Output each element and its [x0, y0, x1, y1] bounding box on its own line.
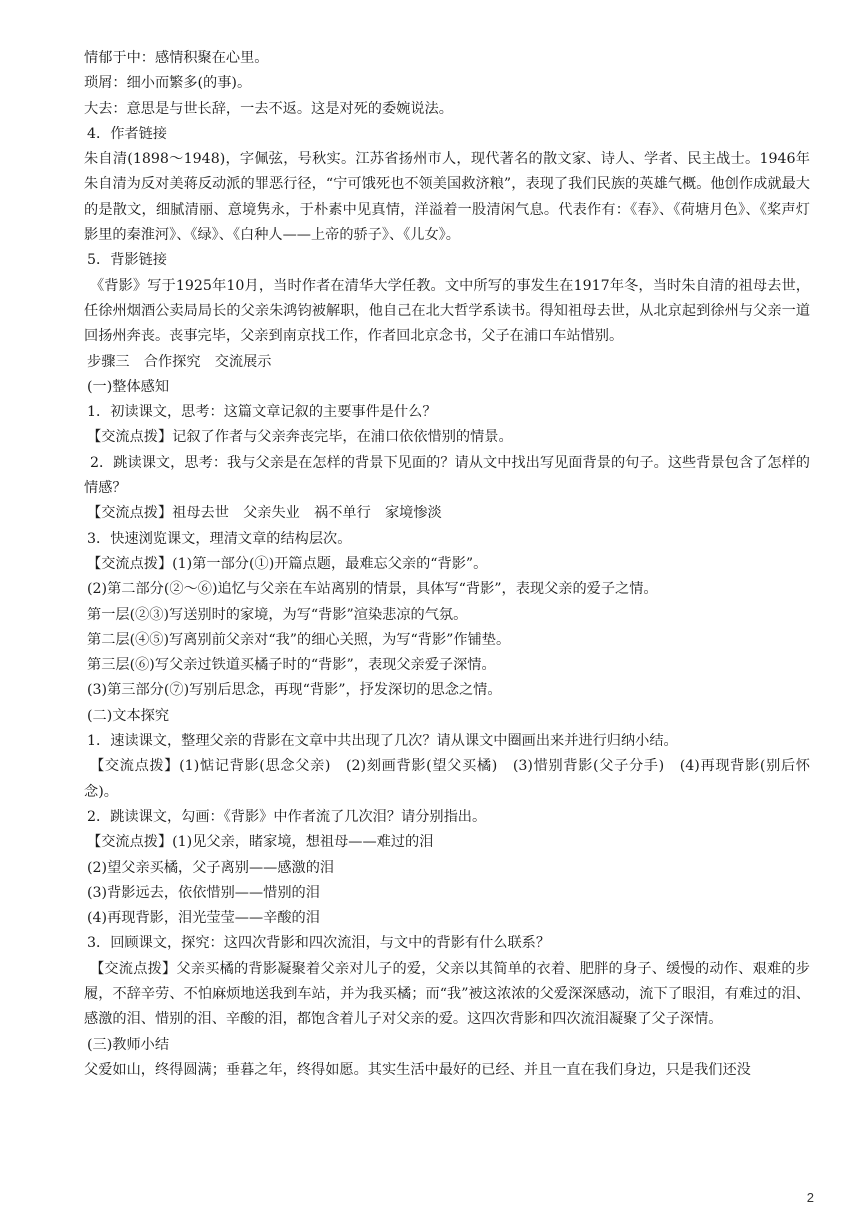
- question-line: 1．速读课文，整理父亲的背影在文章中共出现了几次？请从课文中圈画出来并进行归纳小结。: [87, 733, 678, 750]
- answer-line: (4)再现背影，泪光莹莹——辛酸的泪: [87, 910, 320, 927]
- structure-line: (3)第三部分(⑦)写别后思念，再现“背影”，抒发深切的思念之情。: [87, 682, 502, 699]
- question-line: 3．快速浏览课文，理清文章的结构层次。: [87, 530, 352, 547]
- subsection-heading: (三)教师小结: [87, 1036, 170, 1053]
- answer-paragraph: 【交流点拨】(1)惦记背影(思念父亲) (2)刻画背影(望父买橘) (3)惜别背影(父子分手) (4)再现背影(别后怀念)。: [84, 758, 810, 800]
- page-number: 2: [806, 1190, 814, 1205]
- answer-line: (3)背影远去，依依惜别——惜别的泪: [87, 884, 320, 901]
- page-content: [84, 46, 810, 1083]
- background-paragraph: 《背影》写于1925年10月，当时作者在清华大学任教。文中所写的事发生在1917年冬，当时朱自清的祖母去世，任徐州烟酒公卖局局长的父亲朱鸿钧被解职，他自己在北大哲学系读书。得知祖母去世，从北京起到徐州与父亲一道回扬州奔丧。丧事完毕，父亲到南京找工作，作者回北京念书，父子在浦口车站惜别。: [84, 277, 810, 345]
- question-line: 2．跳读课文，勾画：《背影》中作者流了几次泪？请分别指出。: [87, 808, 487, 825]
- step-heading: 步骤三 合作探究 交流展示: [87, 353, 272, 370]
- answer-line: (2)望父亲买橘，父子离别——感激的泪: [87, 859, 335, 876]
- section-heading-author: 4．作者链接: [87, 125, 167, 142]
- answer-line: 【交流点拨】祖母去世 父亲失业 祸不单行 家境惨淡: [87, 505, 442, 522]
- answer-line: 【交流点拨】记叙了作者与父亲奔丧完毕，在浦口依依惜别的情景。: [87, 429, 513, 446]
- author-paragraph: 朱自清(1898～1948)，字佩弦，号秋实。江苏省扬州市人，现代著名的散文家、诗人、学者、民主战士。1946年朱自清为反对美蒋反动派的罪恶行径，“宁可饿死也不领美国救济粮”，表现了我们民族的英雄气概。他创作成就最大的是散文，细腻清丽、意境隽永，于朴素中见真情，洋溢着一股清闲气息。代表作有：《春》、《荷塘月色》、《桨声灯影里的秦淮河》、《绿》、《白种人——上帝的骄子》、《儿女》。: [84, 151, 810, 244]
- structure-line: 第一层(②③)写送别时的家境，为写“背影”渲染悲凉的气氛。: [87, 606, 468, 623]
- question-line: 3．回顾课文，探究：这四次背影和四次流泪，与文中的背影有什么联系？: [87, 935, 551, 952]
- question-paragraph: 2．跳读课文，思考：我与父亲是在怎样的背景下见面的？请从文中找出写见面背景的句子。这些背景包含了怎样的情感？: [84, 454, 810, 497]
- definition-line: 大去：意思是与世长辞，一去不返。这是对死的委婉说法。: [84, 100, 453, 117]
- answer-line: 【交流点拨】(1)见父亲，睹家境，想祖母——难过的泪: [87, 834, 434, 851]
- section-heading-background: 5．背影链接: [87, 252, 167, 269]
- question-line: 1．初读课文，思考：这篇文章记叙的主要事件是什么？: [87, 404, 437, 421]
- definition-line: 情郁于中：感情积聚在心里。: [84, 50, 269, 66]
- answer-line: 【交流点拨】(1)第一部分(①)开篇点题，最难忘父亲的“背影”。: [87, 555, 488, 572]
- subsection-heading: (二)文本探究: [87, 707, 170, 724]
- structure-line: 第三层(⑥)写父亲过铁道买橘子时的“背影”，表现父亲爱子深情。: [87, 657, 496, 674]
- answer-paragraph: 【交流点拨】父亲买橘的背影凝聚着父亲对儿子的爱，父亲以其简单的衣着、肥胖的身子、缓慢的动作、艰难的步履，不辞辛劳、不怕麻烦地送我到车站，并为我买橘；而“我”被这浓浓的父爱深深感动，流下了眼泪，有难过的泪、感激的泪、惜别的泪、辛酸的泪，都饱含着儿子对父亲的爱。这四次背影和四次流泪凝聚了父子深情。: [84, 960, 810, 1028]
- summary-paragraph: 父爱如山，终得圆满；垂暮之年，终得如愿。其实生活中最好的已经、并且一直在我们身边，只是我们还没: [84, 1061, 751, 1078]
- structure-line: 第二层(④⑤)写离别前父亲对“我”的细心关照，为写“背影”作铺垫。: [87, 631, 511, 648]
- structure-line: (2)第二部分(②～⑥)追忆与父亲在车站离别的情景，具体写“背影”，表现父亲的爱子之情。: [87, 581, 658, 598]
- definition-line: 琐屑：细小而繁多(的事)。: [84, 75, 252, 92]
- subsection-heading: (一)整体感知: [87, 378, 170, 395]
